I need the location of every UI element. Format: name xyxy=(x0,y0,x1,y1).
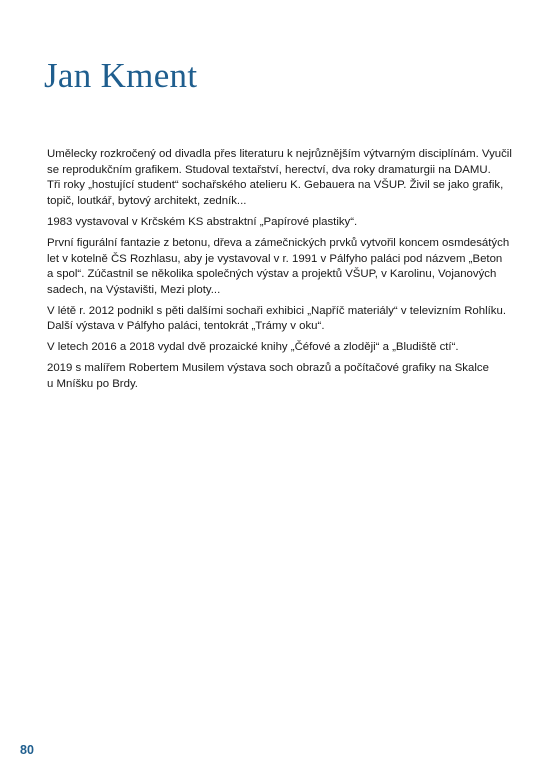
paragraph-2 xyxy=(47,215,517,231)
text-line: Tři roky „hostující student“ sochařského atelieru K. Gebauera na VŠUP. Živil se jako grafik, xyxy=(47,179,504,191)
text-line: Další výstava v Pálfyho paláci, tentokrát „Trámy v oku“. xyxy=(47,320,325,332)
text-line: V letech 2016 a 2018 vydal dvě prozaické knihy „Čéfové a zloději“ a „Bludiště ctí“. xyxy=(47,341,459,353)
text-line: V létě r. 2012 podnikl s pěti dalšími sochaři exhibici „Napříč materiály“ v televizním Rohlíku. xyxy=(47,304,506,317)
text-line: 1983 vystavoval v Krčském KS abstraktní „Papírové plastiky“. xyxy=(47,216,358,228)
text-line: topič, loutkář, bytový architekt, zedník... xyxy=(47,194,247,207)
paragraph-1 xyxy=(47,147,517,209)
body-text xyxy=(47,147,517,398)
paragraph-4 xyxy=(47,304,517,335)
text-line: První figurální fantazie z betonu, dřeva a zámečnických prvků vytvořil koncem osmdesátých xyxy=(47,237,510,249)
text-line: se reprodukčním grafikem. Studoval textařství, herectví, dva roky dramaturgii na DAMU. xyxy=(47,163,491,176)
text-line: Umělecky rozkročený od divadla přes literaturu k nejrůznějším výtvarným disciplínám. Vyučil xyxy=(47,148,512,160)
paragraph-6 xyxy=(47,361,517,392)
text-line: let v kotelně ČS Rozhlasu, aby je vystavoval v r. 1991 v Pálfyho paláci pod názvem „Beton xyxy=(47,252,503,265)
text-line: sadech, na Výstavišti, Mezi ploty... xyxy=(47,283,221,296)
page-number: 80 xyxy=(20,743,34,757)
text-line: 2019 s malířem Robertem Musilem výstava soch obrazů a počítačové grafiky na Skalce xyxy=(47,362,489,374)
paragraph-5 xyxy=(47,340,517,356)
paragraph-3 xyxy=(47,236,517,298)
page-title: Jan Kment xyxy=(44,56,198,95)
text-line: u Mníšku po Brdy. xyxy=(47,377,138,390)
text-line: a spol“. Zúčastnil se několika společných výstav a projektů VŠUP, v Karolinu, Vojanových xyxy=(47,268,497,280)
